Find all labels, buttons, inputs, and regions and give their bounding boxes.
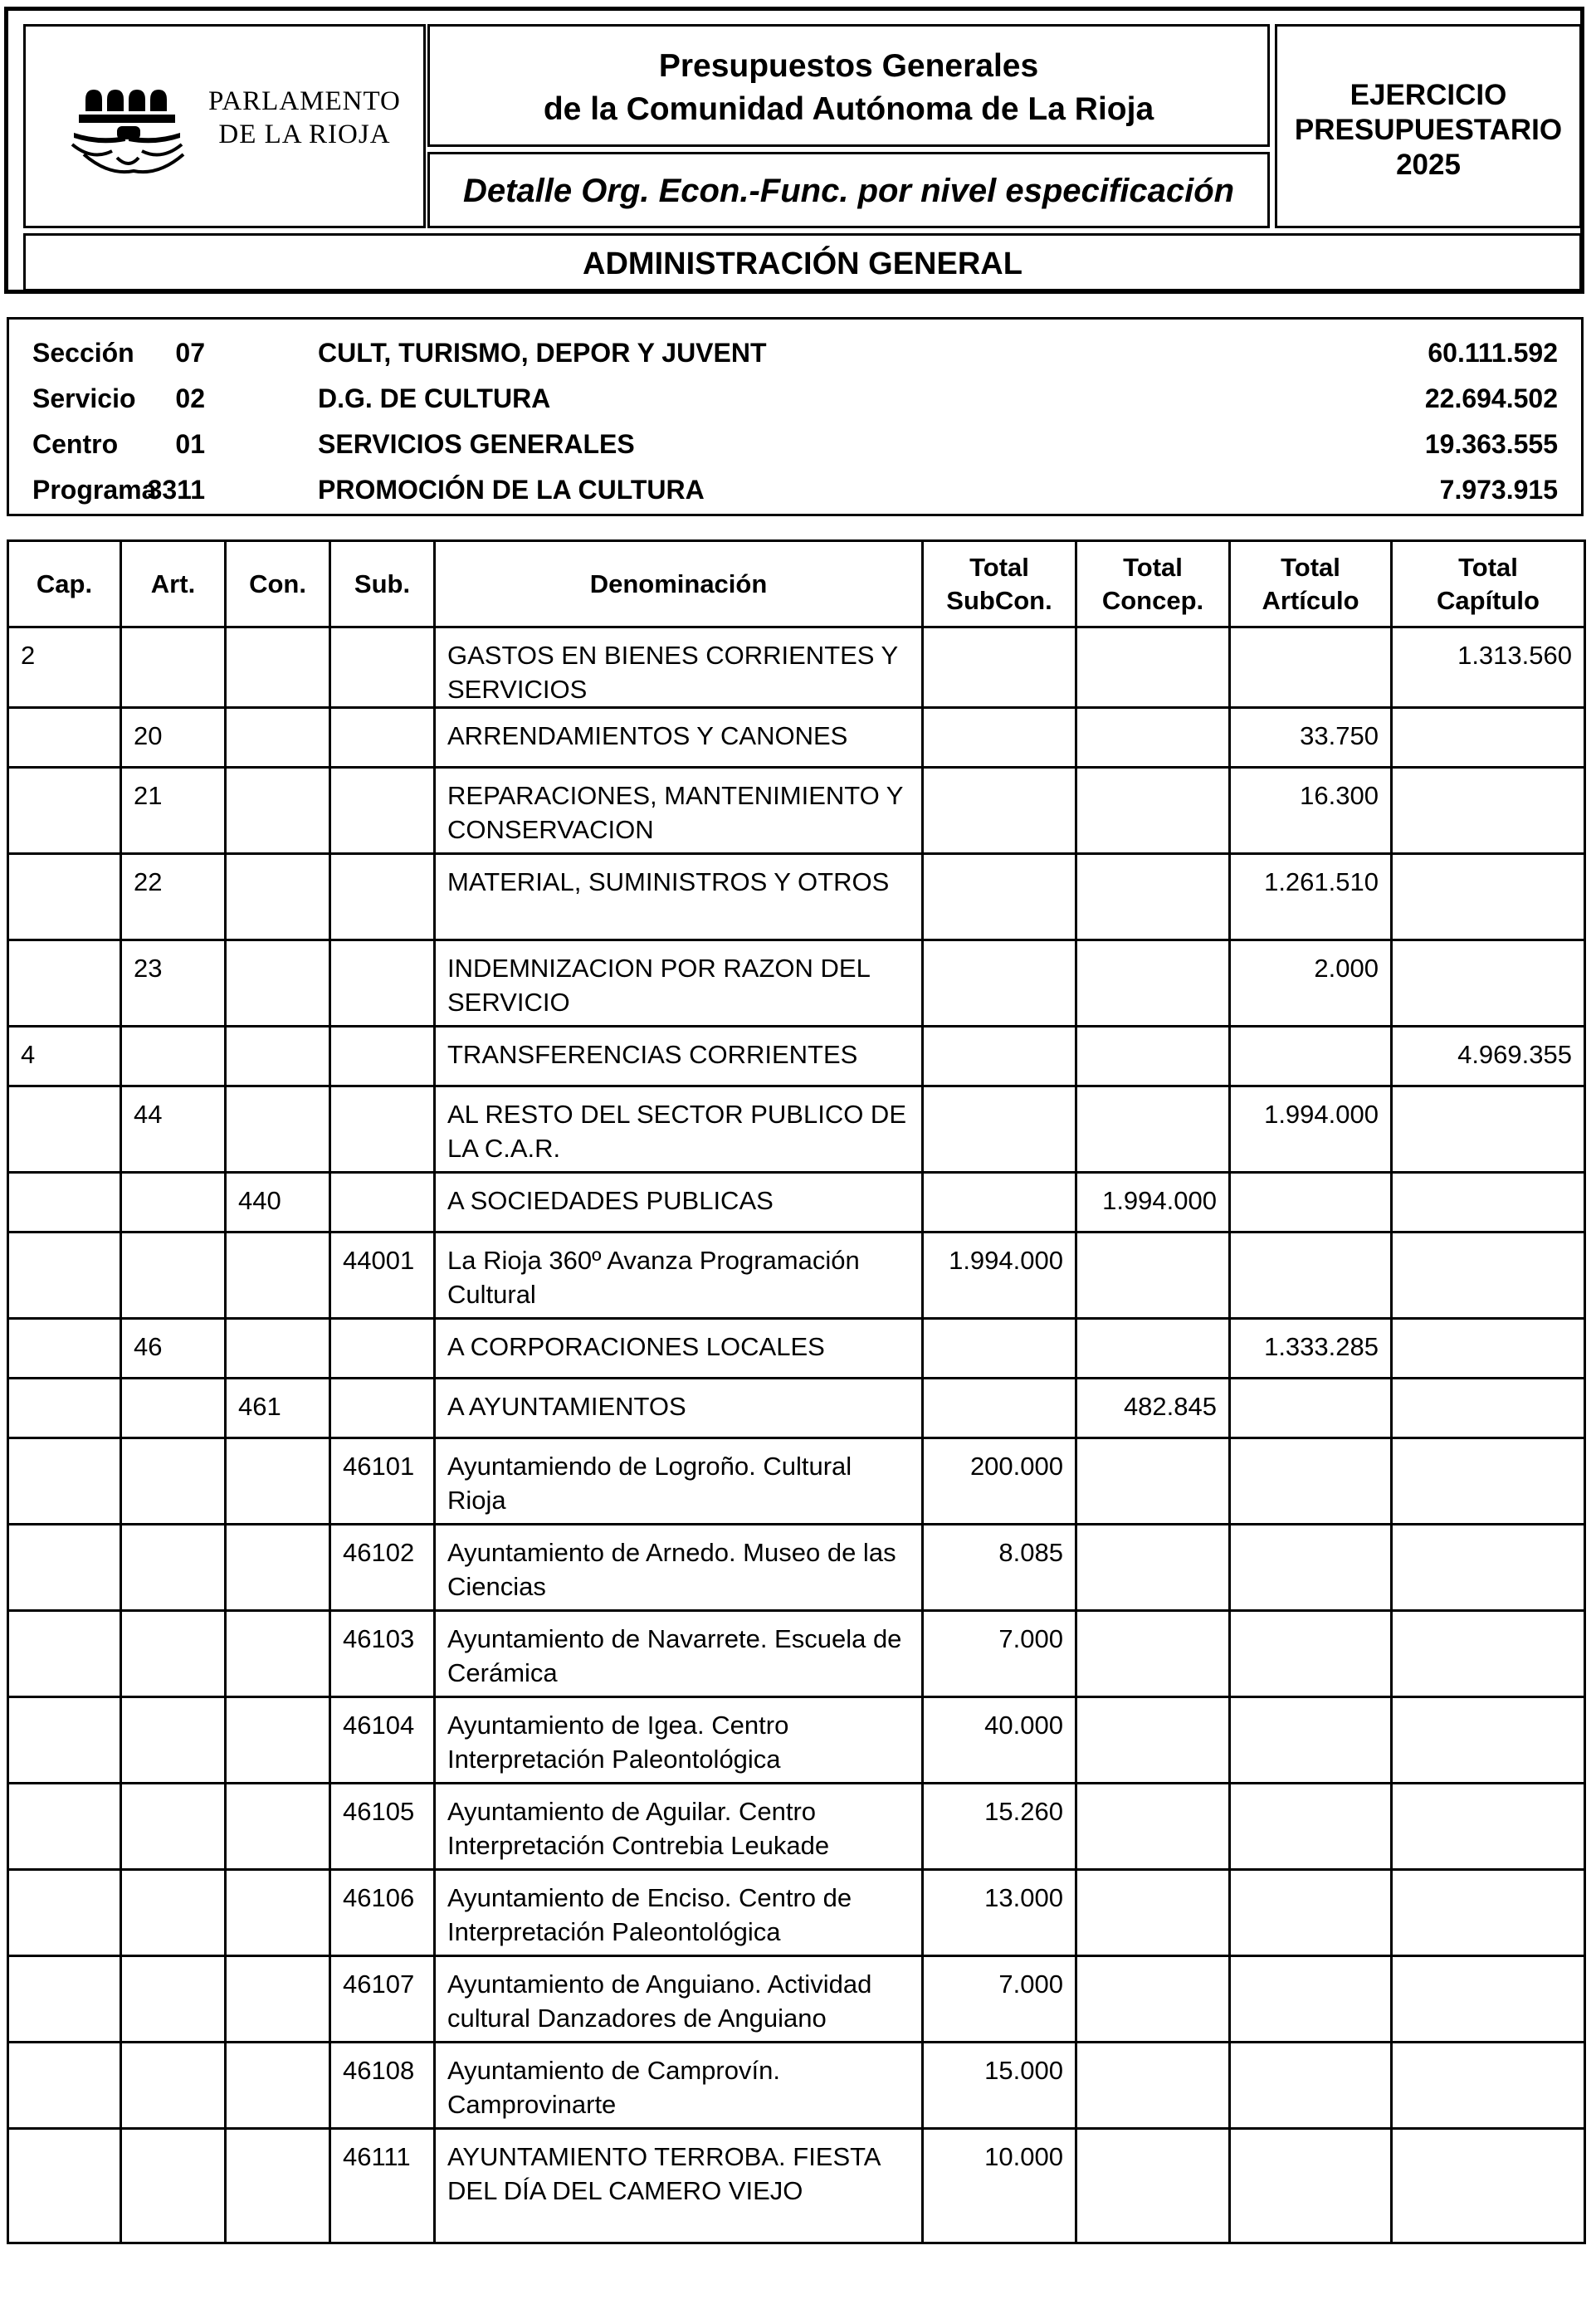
cell-total-capitulo xyxy=(1392,2043,1585,2129)
info-row-seccion xyxy=(9,329,1581,376)
info-name: SERVICIOS GENERALES xyxy=(318,429,635,459)
cell-total-capitulo xyxy=(1392,1525,1585,1611)
cell-total-concep xyxy=(1076,1233,1230,1319)
cell-cap xyxy=(8,1438,121,1525)
cell-con xyxy=(226,768,330,854)
ejercicio-label xyxy=(1277,78,1579,183)
cell-denominacion: MATERIAL, SUMINISTROS Y OTROS xyxy=(435,854,923,940)
table-row xyxy=(8,1173,1585,1233)
cell-total-articulo xyxy=(1230,1379,1392,1438)
cell-sub: 46104 xyxy=(330,1697,435,1784)
cell-total-concep xyxy=(1076,1438,1230,1525)
table-row xyxy=(8,1319,1585,1379)
cell-sub: 46108 xyxy=(330,2043,435,2129)
header-line: Total xyxy=(1123,552,1183,582)
cell-total-subcon xyxy=(923,627,1076,708)
cell-total-subcon xyxy=(923,1027,1076,1086)
cell-total-capitulo: 4.969.355 xyxy=(1392,1027,1585,1086)
cell-art xyxy=(121,627,226,708)
cell-sub xyxy=(330,708,435,768)
cell-sub: 46111 xyxy=(330,2129,435,2243)
info-amount: 19.363.555 xyxy=(1424,429,1558,459)
cell-total-capitulo xyxy=(1392,1379,1585,1438)
cell-total-capitulo xyxy=(1392,708,1585,768)
cell-total-articulo: 1.994.000 xyxy=(1230,1086,1392,1173)
cell-sub xyxy=(330,854,435,940)
cell-total-subcon: 40.000 xyxy=(923,1697,1076,1784)
admin-title: ADMINISTRACIÓN GENERAL xyxy=(583,247,1023,281)
cell-sub: 46102 xyxy=(330,1525,435,1611)
table-row xyxy=(8,708,1585,768)
table-row xyxy=(8,1438,1585,1525)
cell-con xyxy=(226,1319,330,1379)
cell-cap: 2 xyxy=(8,627,121,708)
cell-art xyxy=(121,1379,226,1438)
cell-denominacion: Ayuntamiento de Camprovín. Camprovinarte xyxy=(435,2043,923,2129)
info-code: 01 xyxy=(175,429,205,459)
ejercicio-box xyxy=(1275,24,1582,228)
cell-cap xyxy=(8,1086,121,1173)
col-header-con: Con. xyxy=(226,541,330,627)
cell-art xyxy=(121,1784,226,1870)
cell-art xyxy=(121,1611,226,1697)
cell-total-capitulo xyxy=(1392,1438,1585,1525)
cell-total-concep xyxy=(1076,1525,1230,1611)
info-amount: 22.694.502 xyxy=(1424,383,1558,413)
budget-table xyxy=(7,539,1586,2244)
cell-total-subcon: 13.000 xyxy=(923,1870,1076,1956)
cell-denominacion: Ayuntamiento de Igea. Centro Interpretación Paleontológica xyxy=(435,1697,923,1784)
cell-art xyxy=(121,1956,226,2043)
cell-con xyxy=(226,854,330,940)
cell-denominacion: Ayuntamiendo de Logroño. Cultural Rioja xyxy=(435,1438,923,1525)
cell-total-articulo xyxy=(1230,1870,1392,1956)
cell-cap: 4 xyxy=(8,1027,121,1086)
cell-art: 23 xyxy=(121,940,226,1027)
cell-con xyxy=(226,2129,330,2243)
cell-total-articulo xyxy=(1230,1784,1392,1870)
header-line: Total xyxy=(1281,552,1340,582)
cell-art xyxy=(121,1027,226,1086)
cell-art: 44 xyxy=(121,1086,226,1173)
table-row xyxy=(8,1611,1585,1697)
cell-total-capitulo xyxy=(1392,1086,1585,1173)
info-amount: 60.111.592 xyxy=(1428,338,1558,368)
cell-total-subcon: 15.000 xyxy=(923,2043,1076,2129)
col-header-total-articulo xyxy=(1230,541,1392,627)
cell-total-concep xyxy=(1076,768,1230,854)
title-box xyxy=(427,24,1270,147)
cell-total-concep xyxy=(1076,1319,1230,1379)
table-row xyxy=(8,1379,1585,1438)
cell-total-subcon: 1.994.000 xyxy=(923,1233,1076,1319)
info-code: 02 xyxy=(175,383,205,413)
info-name: CULT, TURISMO, DEPOR Y JUVENT xyxy=(318,338,767,368)
cell-art xyxy=(121,1173,226,1233)
cell-con xyxy=(226,1611,330,1697)
logo-line-1: PARLAMENTO xyxy=(208,86,401,116)
cell-cap xyxy=(8,1784,121,1870)
table-row xyxy=(8,1233,1585,1319)
cell-con xyxy=(226,1525,330,1611)
cell-total-capitulo xyxy=(1392,1956,1585,2043)
info-label: Centro xyxy=(32,429,119,459)
ejercicio-line-2: PRESUPUESTARIO xyxy=(1294,114,1563,146)
info-name: PROMOCIÓN DE LA CULTURA xyxy=(318,475,705,505)
cell-art xyxy=(121,1438,226,1525)
header-line: SubCon. xyxy=(946,585,1052,615)
cell-con xyxy=(226,1784,330,1870)
cell-con xyxy=(226,1697,330,1784)
cell-total-subcon: 10.000 xyxy=(923,2129,1076,2243)
cell-total-articulo xyxy=(1230,1525,1392,1611)
cell-total-capitulo xyxy=(1392,1611,1585,1697)
cell-con xyxy=(226,2043,330,2129)
cell-sub: 46101 xyxy=(330,1438,435,1525)
cell-total-articulo xyxy=(1230,1173,1392,1233)
cell-cap xyxy=(8,940,121,1027)
table-row xyxy=(8,1027,1585,1086)
cell-denominacion: Ayuntamiento de Anguiano. Actividad cultural Danzadores de Anguiano xyxy=(435,1956,923,2043)
cell-total-subcon xyxy=(923,854,1076,940)
table-row xyxy=(8,1870,1585,1956)
cell-denominacion: ARRENDAMIENTOS Y CANONES xyxy=(435,708,923,768)
cell-sub xyxy=(330,768,435,854)
cell-art xyxy=(121,1697,226,1784)
cell-total-concep: 482.845 xyxy=(1076,1379,1230,1438)
cell-sub: 46103 xyxy=(330,1611,435,1697)
cell-total-articulo xyxy=(1230,627,1392,708)
cell-total-capitulo xyxy=(1392,1319,1585,1379)
cell-denominacion: Ayuntamiento de Arnedo. Museo de las Ciencias xyxy=(435,1525,923,1611)
cell-sub: 46107 xyxy=(330,1956,435,2043)
cell-denominacion: AL RESTO DEL SECTOR PUBLICO DE LA C.A.R. xyxy=(435,1086,923,1173)
cell-total-articulo xyxy=(1230,1233,1392,1319)
logo-box xyxy=(23,24,426,228)
cell-total-concep xyxy=(1076,1086,1230,1173)
cell-sub xyxy=(330,940,435,1027)
cell-cap xyxy=(8,1697,121,1784)
cell-sub xyxy=(330,1379,435,1438)
cell-total-concep xyxy=(1076,854,1230,940)
cell-cap xyxy=(8,2129,121,2243)
cell-sub xyxy=(330,1173,435,1233)
cell-total-capitulo xyxy=(1392,1697,1585,1784)
cell-denominacion: A SOCIEDADES PUBLICAS xyxy=(435,1173,923,1233)
cell-cap xyxy=(8,1173,121,1233)
cell-total-concep xyxy=(1076,2129,1230,2243)
cell-cap xyxy=(8,1611,121,1697)
cell-sub xyxy=(330,1086,435,1173)
cell-cap xyxy=(8,1870,121,1956)
cell-cap xyxy=(8,1956,121,2043)
cell-total-articulo xyxy=(1230,2129,1392,2243)
cell-total-articulo: 1.261.510 xyxy=(1230,854,1392,940)
cell-total-concep xyxy=(1076,708,1230,768)
header-line: Capítulo xyxy=(1437,585,1540,615)
cell-cap xyxy=(8,1233,121,1319)
cell-total-articulo xyxy=(1230,1027,1392,1086)
cell-sub xyxy=(330,1027,435,1086)
col-header-sub: Sub. xyxy=(330,541,435,627)
ejercicio-line-1: EJERCICIO xyxy=(1350,79,1507,111)
header-line: Concep. xyxy=(1101,585,1204,615)
cell-con xyxy=(226,1027,330,1086)
cell-total-subcon: 7.000 xyxy=(923,1611,1076,1697)
header-line: Artículo xyxy=(1262,585,1359,615)
table-row xyxy=(8,1525,1585,1611)
table-row xyxy=(8,1697,1585,1784)
cell-total-subcon xyxy=(923,1086,1076,1173)
title-line-1: Presupuestos Generales xyxy=(658,48,1039,84)
cell-total-subcon xyxy=(923,768,1076,854)
title-line-2: de la Comunidad Autónoma de La Rioja xyxy=(543,91,1154,127)
cell-con xyxy=(226,1233,330,1319)
cell-denominacion: La Rioja 360º Avanza Programación Cultural xyxy=(435,1233,923,1319)
document-subtitle: Detalle Org. Econ.-Func. por nivel especificación xyxy=(462,173,1235,209)
cell-total-capitulo xyxy=(1392,940,1585,1027)
cell-denominacion: Ayuntamiento de Enciso. Centro de Interpretación Paleontológica xyxy=(435,1870,923,1956)
info-row-servicio xyxy=(9,375,1581,422)
cell-total-concep xyxy=(1076,1697,1230,1784)
cell-total-concep xyxy=(1076,627,1230,708)
info-row-centro xyxy=(9,421,1581,467)
cell-denominacion: Ayuntamiento de Navarrete. Escuela de Cerámica xyxy=(435,1611,923,1697)
info-amount: 7.973.915 xyxy=(1439,475,1558,505)
col-header-total-subcon xyxy=(923,541,1076,627)
cell-total-subcon: 15.260 xyxy=(923,1784,1076,1870)
admin-box xyxy=(23,233,1582,291)
table-row xyxy=(8,627,1585,708)
cell-total-capitulo xyxy=(1392,2129,1585,2243)
logo-line-2: DE LA RIOJA xyxy=(218,120,391,149)
cell-con xyxy=(226,1870,330,1956)
subtitle-box xyxy=(427,152,1270,228)
col-header-denominacion: Denominación xyxy=(435,541,923,627)
table-row xyxy=(8,1086,1585,1173)
cell-total-concep xyxy=(1076,940,1230,1027)
cell-cap xyxy=(8,1379,121,1438)
cell-total-articulo: 1.333.285 xyxy=(1230,1319,1392,1379)
cell-con xyxy=(226,708,330,768)
col-header-total-concep xyxy=(1076,541,1230,627)
cell-total-articulo xyxy=(1230,1611,1392,1697)
table-row xyxy=(8,854,1585,940)
cell-sub: 46105 xyxy=(330,1784,435,1870)
table-row xyxy=(8,768,1585,854)
cell-con xyxy=(226,940,330,1027)
cell-total-capitulo xyxy=(1392,768,1585,854)
cell-art: 46 xyxy=(121,1319,226,1379)
cell-total-articulo xyxy=(1230,2043,1392,2129)
cell-denominacion: AYUNTAMIENTO TERROBA. FIESTA DEL DÍA DEL CAMERO VIEJO xyxy=(435,2129,923,2243)
info-label: Programa xyxy=(32,475,157,505)
document-title xyxy=(430,45,1267,131)
cell-denominacion: A AYUNTAMIENTOS xyxy=(435,1379,923,1438)
cell-sub xyxy=(330,627,435,708)
cell-cap xyxy=(8,854,121,940)
cell-art: 21 xyxy=(121,768,226,854)
section-info xyxy=(7,317,1584,516)
document-header xyxy=(4,7,1584,294)
cell-total-capitulo xyxy=(1392,1870,1585,1956)
table-header-row xyxy=(8,541,1585,627)
cell-total-concep xyxy=(1076,1870,1230,1956)
cell-total-concep xyxy=(1076,2043,1230,2129)
cell-total-concep xyxy=(1076,1784,1230,1870)
info-label: Servicio xyxy=(32,383,136,413)
cell-art xyxy=(121,1870,226,1956)
ejercicio-year: 2025 xyxy=(1396,149,1461,181)
table-row xyxy=(8,2043,1585,2129)
cell-con: 440 xyxy=(226,1173,330,1233)
cell-con xyxy=(226,1438,330,1525)
cell-denominacion: TRANSFERENCIAS CORRIENTES xyxy=(435,1027,923,1086)
info-label: Sección xyxy=(32,338,134,368)
cell-total-articulo xyxy=(1230,1438,1392,1525)
cell-total-subcon xyxy=(923,940,1076,1027)
cell-denominacion: INDEMNIZACION POR RAZON DEL SERVICIO xyxy=(435,940,923,1027)
cell-art xyxy=(121,1525,226,1611)
cell-total-articulo xyxy=(1230,1956,1392,2043)
cell-total-subcon: 8.085 xyxy=(923,1525,1076,1611)
table-row xyxy=(8,1784,1585,1870)
logo-text xyxy=(208,85,401,151)
cell-total-subcon: 7.000 xyxy=(923,1956,1076,2043)
cell-total-articulo: 2.000 xyxy=(1230,940,1392,1027)
info-code: 3311 xyxy=(147,475,205,505)
header-line: Total xyxy=(969,552,1029,582)
col-header-cap: Cap. xyxy=(8,541,121,627)
cell-art xyxy=(121,2043,226,2129)
cell-sub xyxy=(330,1319,435,1379)
info-name: D.G. DE CULTURA xyxy=(318,383,551,413)
col-header-art: Art. xyxy=(121,541,226,627)
table-row xyxy=(8,940,1585,1027)
cell-denominacion: GASTOS EN BIENES CORRIENTES Y SERVICIOS xyxy=(435,627,923,708)
cell-denominacion: REPARACIONES, MANTENIMIENTO Y CONSERVACION xyxy=(435,768,923,854)
cell-total-subcon xyxy=(923,1319,1076,1379)
cell-art: 20 xyxy=(121,708,226,768)
cell-total-capitulo xyxy=(1392,1173,1585,1233)
cell-cap xyxy=(8,768,121,854)
cell-total-concep: 1.994.000 xyxy=(1076,1173,1230,1233)
cell-sub: 46106 xyxy=(330,1870,435,1956)
cell-cap xyxy=(8,1319,121,1379)
table-row xyxy=(8,1956,1585,2043)
cell-total-concep xyxy=(1076,1027,1230,1086)
info-code: 07 xyxy=(175,338,205,368)
cell-art xyxy=(121,1233,226,1319)
cell-total-articulo: 16.300 xyxy=(1230,768,1392,854)
cell-total-capitulo: 1.313.560 xyxy=(1392,627,1585,708)
table-body xyxy=(8,627,1585,2243)
cell-con xyxy=(226,1956,330,2043)
cell-denominacion: Ayuntamiento de Aguilar. Centro Interpretación Contrebia Leukade xyxy=(435,1784,923,1870)
cell-con xyxy=(226,1086,330,1173)
cell-cap xyxy=(8,1525,121,1611)
cell-art: 22 xyxy=(121,854,226,940)
cell-cap xyxy=(8,2043,121,2129)
cell-total-capitulo xyxy=(1392,1233,1585,1319)
info-row-programa xyxy=(9,466,1581,513)
header-line: Total xyxy=(1458,552,1518,582)
cell-total-concep xyxy=(1076,1956,1230,2043)
cell-total-capitulo xyxy=(1392,854,1585,940)
cell-sub: 44001 xyxy=(330,1233,435,1319)
cell-cap xyxy=(8,708,121,768)
parliament-logo-icon xyxy=(67,75,200,183)
cell-total-subcon: 200.000 xyxy=(923,1438,1076,1525)
cell-total-concep xyxy=(1076,1611,1230,1697)
cell-art xyxy=(121,2129,226,2243)
col-header-total-capitulo xyxy=(1392,541,1585,627)
cell-con xyxy=(226,627,330,708)
cell-total-subcon xyxy=(923,1173,1076,1233)
table-row xyxy=(8,2129,1585,2243)
cell-total-subcon xyxy=(923,708,1076,768)
cell-denominacion: A CORPORACIONES LOCALES xyxy=(435,1319,923,1379)
cell-total-capitulo xyxy=(1392,1784,1585,1870)
cell-total-articulo: 33.750 xyxy=(1230,708,1392,768)
cell-total-subcon xyxy=(923,1379,1076,1438)
cell-total-articulo xyxy=(1230,1697,1392,1784)
cell-con: 461 xyxy=(226,1379,330,1438)
